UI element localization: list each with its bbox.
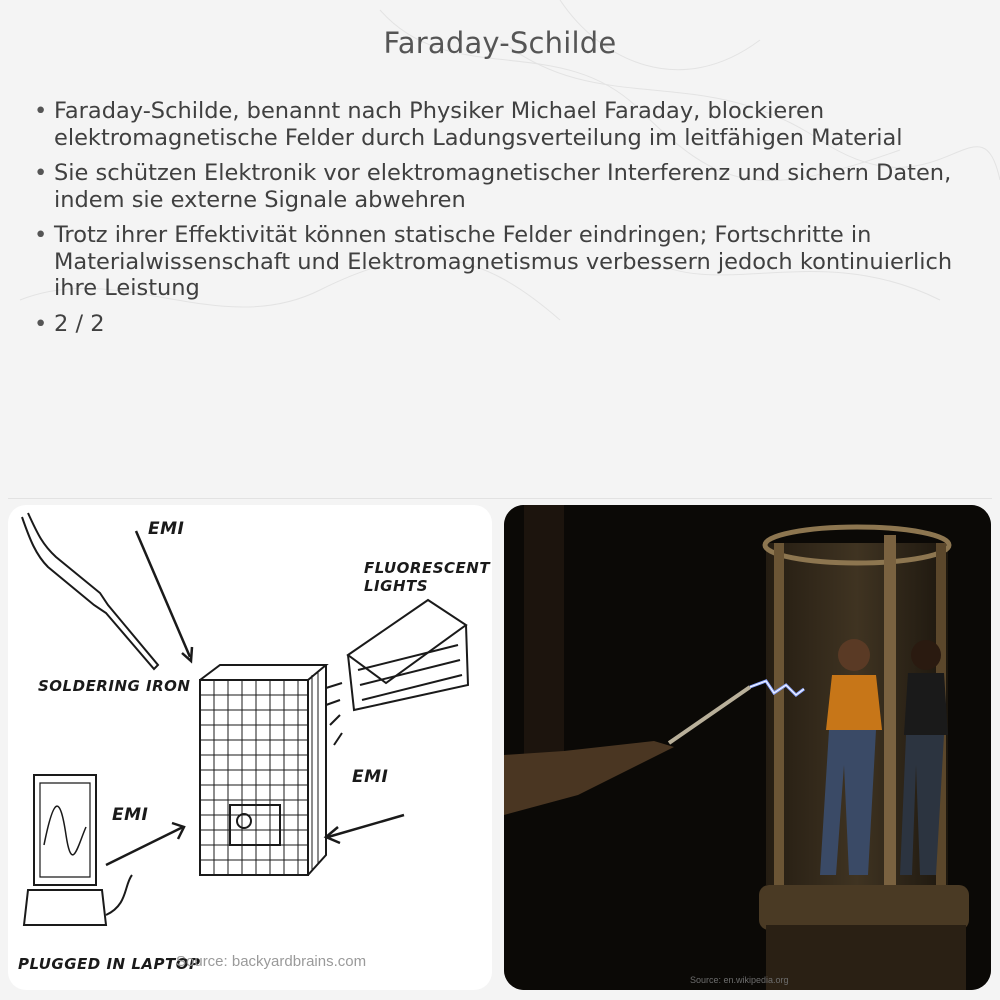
page-indicator: • 2 / 2 [34,311,964,338]
bullet-item: • Trotz ihrer Effektivität können statische Felder eindringen; Fortschritte in Materialwissenschaft und Elektromagnetismus verbessern jedoch kontinuierlich ihre Leistung [34,222,964,302]
page-title: Faraday-Schilde [383,26,617,60]
emi-label: EMI [352,767,389,787]
soldering-iron-label: SOLDERING IRON [38,677,191,695]
laptop-icon [24,775,132,925]
bullet-item: • Sie schützen Elektronik vor elektromagnetischer Interferenz und sichern Daten, indem sie externe Signale abwehren [34,160,964,213]
fluorescent-lights-label: FLUORESCENT LIGHTS [364,559,491,595]
fluorescent-light-icon [348,600,468,710]
bullet-list [34,98,964,346]
image-source: Source: backyardbrains.com [176,953,367,970]
image-source: Source: en.wikipedia.org [690,975,789,985]
emi-label: EMI [112,805,149,825]
emi-sketch-image [8,505,492,990]
faraday-cage-photo [504,505,991,990]
arrow-icon [106,827,183,865]
divider [8,498,992,499]
photo-drawing [504,505,991,990]
arrow-icon [136,531,190,657]
arrow-icon [328,815,404,837]
emi-label: EMI [148,519,185,539]
bullet-item: • Faraday-Schilde, benannt nach Physiker Michael Faraday, blockieren elektromagnetische Felder durch Ladungsverteilung im leitfähigen Material [34,98,964,151]
plugged-in-laptop-label: PLUGGED IN LAPTOP [18,955,201,973]
faraday-cage-icon [200,665,326,875]
